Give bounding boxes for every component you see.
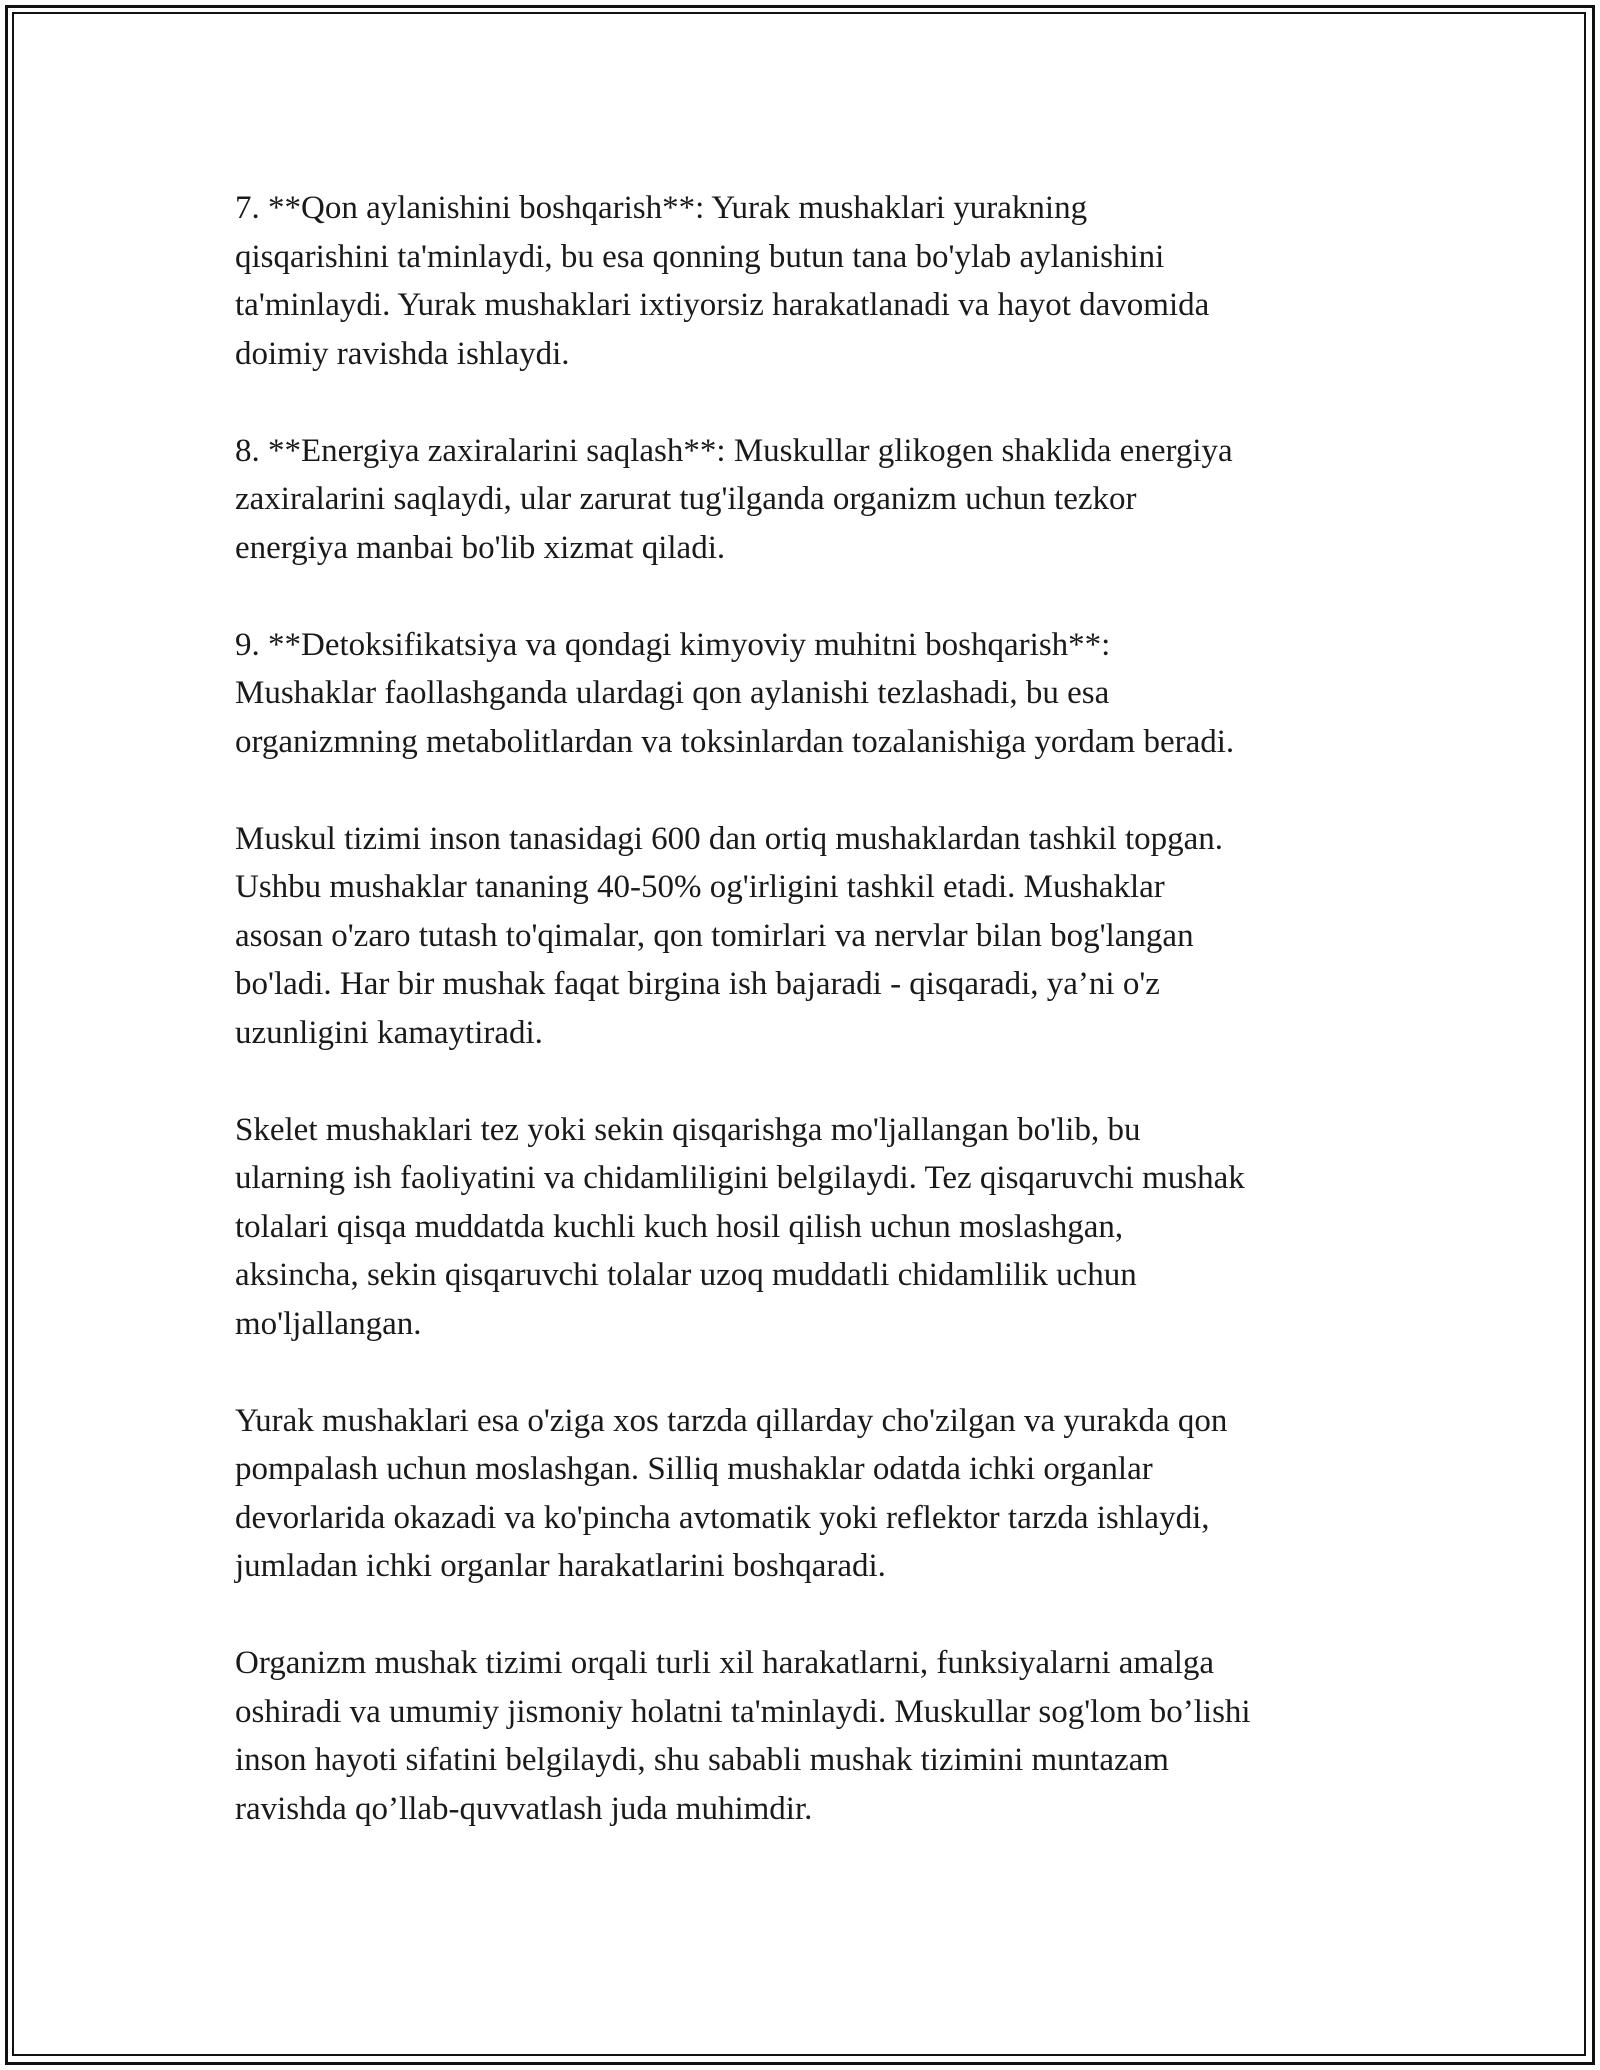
paragraph-detoksifikatsiya: 9. **Detoksifikatsiya va qondagi kimyoviy muhitni boshqarish**: Mushaklar faollashganda ulardagi qon aylanishi tezlashadi, bu esa organizmning metabolitlardan va toksinlardan tozalanishiga yordam beradi. — [235, 626, 1235, 760]
paragraph-yurak-mushaklari: Yurak mushaklari esa o'ziga xos tarzda qillarday cho'zilgan va yurakda qon pompalash uchun moslashgan. Silliq mushaklar odatda ichki organlar devorlarida okazadi va ko'pincha avtomatik yoki reflektor tarzda ishlaydi, jumladan ichki organlar harakatlarini boshqaradi. — [235, 1402, 1228, 1584]
paragraph-energiya-zaxiralari: 8. **Energiya zaxiralarini saqlash**: Muskullar glikogen shaklida energiya zaxiralarini saqlaydi, ular zarurat tug'ilganda organizm uchun tezkor energiya manbai bo'lib xizmat qiladi. — [235, 432, 1233, 566]
paragraph-skelet-mushaklari: Skelet mushaklari tez yoki sekin qisqarishga mo'ljallangan bo'lib, bu ularning ish faoliyatini va chidamliligini belgilaydi. Tez qisqaruvchi mushak tolalari qisqa muddatda kuchli kuch hosil qilish uchun moslashgan, aksincha, sekin qisqaruvchi tolalar uzoq muddatli chidamlilik uchun mo'ljallangan. — [235, 1111, 1245, 1342]
paragraph-organizm: Organizm mushak tizimi orqali turli xil harakatlarni, funksiyalarni amalga oshiradi va umumiy jismoniy holatni ta'minlaydi. Muskullar sog'lom bo’lishi inson hayoti sifatini belgilaydi, shu sababli mushak tizimini muntazam ravishda qo’llab-quvvatlash juda muhimdir. — [235, 1645, 1251, 1827]
paragraph-qon-aylanishi: 7. **Qon aylanishini boshqarish**: Yurak mushaklari yurakning qisqarishini ta'minlaydi, bu esa qonning butun tana bo'ylab aylanishini ta'minlaydi. Yurak mushaklari ixtiyorsiz harakatlanadi va hayot davomida doimiy ravishda ishlaydi. — [235, 190, 1210, 372]
paragraph-muskul-tizimi: Muskul tizimi inson tanasidagi 600 dan ortiq mushaklardan tashkil topgan. Ushbu mushaklar tananing 40-50% og'irligini tashkil etadi. Mushaklar asosan o'zaro tutash to'qimalar, qon tomirlari va nervlar bilan bog'langan bo'ladi. Har bir mushak faqat birgina ish bajaradi - qisqaradi, ya’ni o'z uzunligini kamaytiradi. — [235, 820, 1224, 1051]
document-body — [235, 184, 1375, 1882]
